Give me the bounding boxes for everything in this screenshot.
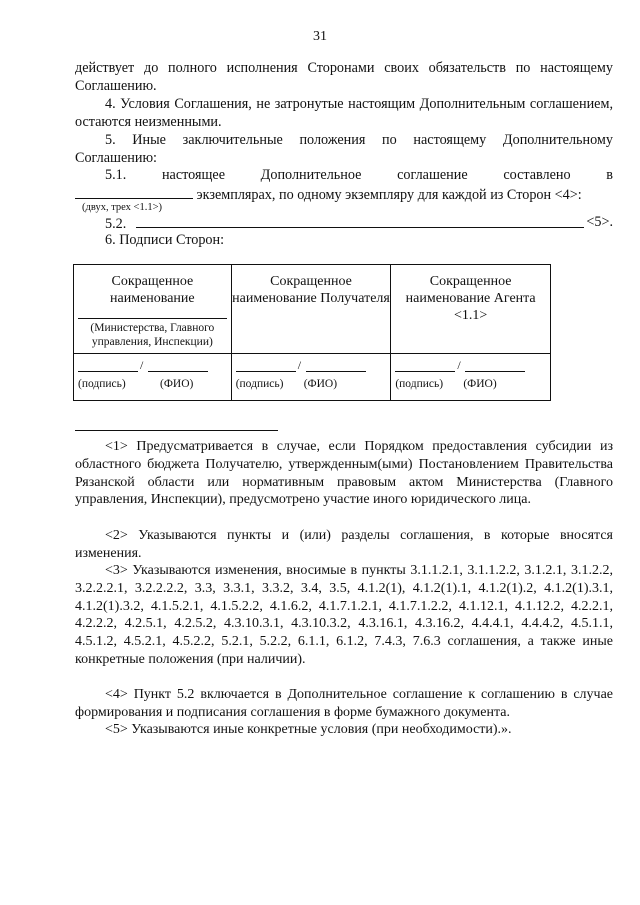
- paragraph-5: 5. Иные заключительные положения по настоящему Дополнительному Соглашению:: [75, 132, 613, 166]
- signature-line: [78, 371, 138, 373]
- paragraph-6: 6. Подписи Сторон:: [105, 232, 225, 248]
- paragraph-intro: действует до полного исполнения Сторонами своих обязательств по настоящему Соглашению.: [75, 60, 613, 94]
- footnote-3: <3> Указываются изменения, вносимые в пункты 3.1.1.2.1, 3.1.1.2.2, 3.1.2.1, 3.1.2.2, 3.2.2.2.1, 3.2.2.2.2, 3.3, 3.3.1, 3.3.2, 3.4, 3.5, 4.1.2(1), 4.1.2(1).1, 4.1.2(1).2, 4.1.2(1).3.1, 4.1.2(1).3.2, 4.1.5.2.1, 4.1.5.2.2, 4.1.6.2, 4.1.7.1.2.1, 4.1.7.1.2.2, 4.1.12.1, 4.1.12.2, 4.2.2.1, 4.2.2.2, 4.2.5.1, 4.2.5.2, 4.3.10.3.1, 4.3.10.3.2, 4.3.16.1, 4.3.16.2, 4.4.4.1, 4.4.4.2, 4.5.1.1, 4.5.1.2, 4.5.2.1, 4.5.2.2, 5.2.1, 5.2.2, 6.1.1, 6.1.2, 7.4.3, 7.6.3 соглашения, а также иные конкретные положения (при наличии).: [75, 563, 613, 667]
- signature-cell-ministry: [74, 354, 232, 401]
- signature-slash: /: [297, 358, 302, 372]
- page-number: 31: [313, 29, 327, 44]
- clause-5-1-text: экземплярах, по одному экземпляру для каждой из Сторон <4>:: [196, 187, 582, 203]
- footnote-4: <4> Пункт 5.2 включается в Дополнительное соглашение к соглашению в случае формирования и подписания соглашения в форме бумажного документа.: [75, 687, 613, 720]
- clause-5-2-label: 5.2.: [105, 216, 127, 232]
- copies-count-blank: [75, 185, 193, 199]
- signature-cell-recipient: [231, 354, 391, 401]
- signature-slash: /: [457, 358, 461, 372]
- signature-slash: /: [140, 358, 144, 372]
- ministry-short-name-label: Сокращенное наименование: [110, 274, 195, 306]
- signature-label: (подпись): [235, 378, 284, 390]
- clause-5-2-blank: [136, 214, 584, 228]
- header-cell-agent: [391, 265, 551, 354]
- signature-line: [236, 371, 296, 373]
- signature-line: [395, 371, 455, 373]
- signature-table: [73, 264, 551, 401]
- paragraph-4: 4. Условия Соглашения, не затронутые настоящим Дополнительным соглашением, остаются неизменными.: [75, 96, 613, 130]
- name-line: [306, 371, 366, 373]
- copies-hint: (двух, трех <1.1>): [82, 202, 163, 213]
- header-cell-ministry: [74, 265, 232, 354]
- signature-cell-agent: [391, 354, 551, 401]
- clause-5-2-ref: <5>.: [586, 214, 613, 230]
- name-line: [465, 371, 525, 373]
- footnote-2: <2> Указываются пункты и (или) разделы соглашения, в которые вносятся изменения.: [75, 528, 613, 561]
- footnote-5: <5> Указываются иные конкретные условия (при необходимости).».: [105, 722, 512, 737]
- ministry-name-note: (Министерства, Главного управления, Инспекции): [90, 322, 215, 348]
- recipient-short-name-label: Сокращенное наименование Получателя: [232, 274, 390, 306]
- header-cell-recipient: [231, 265, 391, 354]
- footnote-1: <1> Предусматривается в случае, если Порядком предоставления субсидии из областного бюджета Получателю, утвержденным(ыми) Постановлением Правительства Рязанской области или нормативным правовым актом Министерства (Главного управления, Инспекции), предусмотрено участие иного юридического лица.: [75, 439, 613, 508]
- footnote-separator: [75, 430, 278, 431]
- name-line: [148, 371, 208, 373]
- agent-short-name-label: Сокращенное наименование Агента <1.1>: [405, 274, 536, 323]
- clause-5-2: [105, 214, 613, 234]
- clause-5-1-line1: 5.1. настоящее Дополнительное соглашение составлено в: [105, 167, 613, 183]
- signature-label: (подпись): [78, 378, 126, 390]
- name-label: (ФИО): [160, 378, 194, 390]
- signature-label: (подпись): [395, 378, 444, 390]
- name-label: (ФИО): [303, 378, 338, 390]
- ministry-name-line: [78, 318, 227, 319]
- name-label: (ФИО): [463, 378, 497, 390]
